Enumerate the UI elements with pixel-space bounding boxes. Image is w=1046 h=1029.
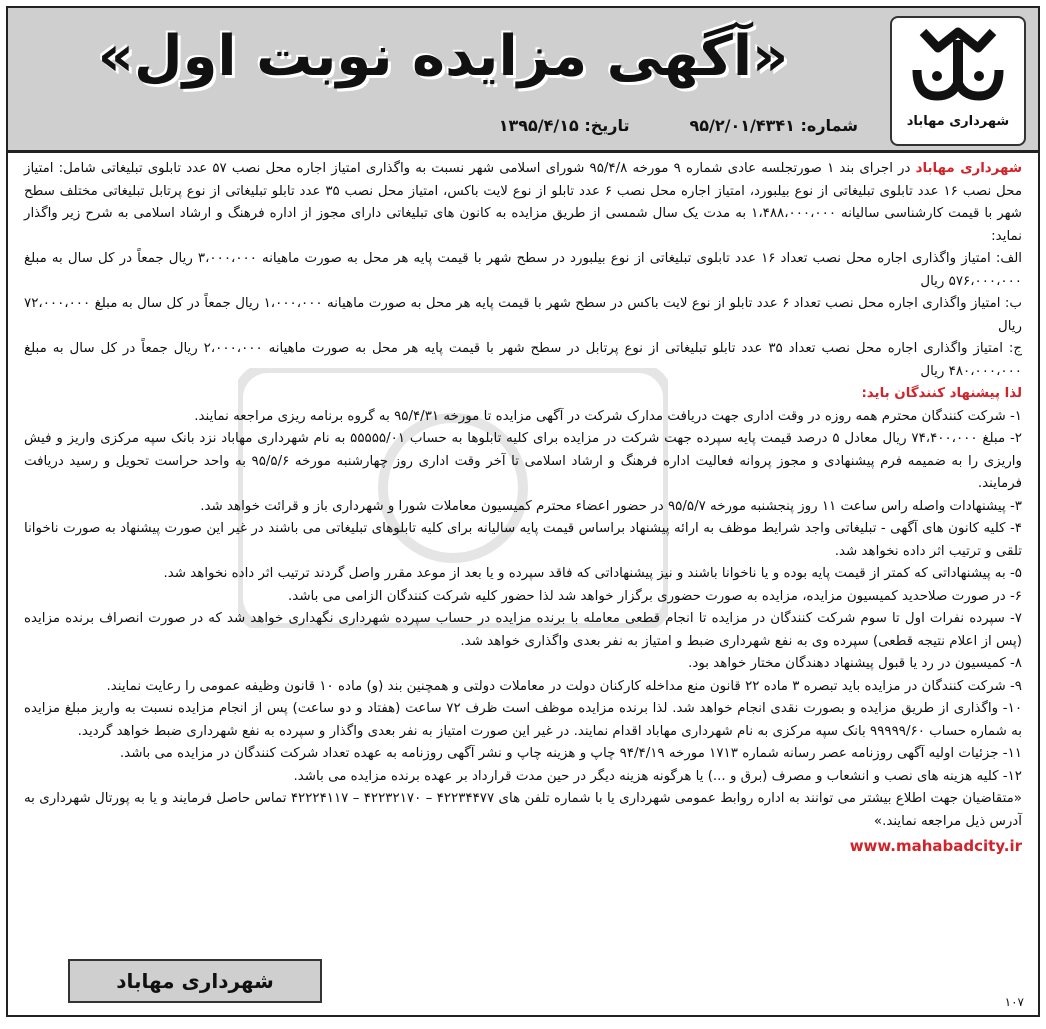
website-link[interactable]: www.mahabadcity.ir: [849, 837, 1022, 855]
org-name: شهرداری مهاباد: [915, 161, 1023, 176]
page-number: ۱۰۷: [1004, 995, 1024, 1009]
condition-item: ۱۰- واگذاری از طریق مزایده و بصورت نقدی انجام خواهد شد. لذا برنده مزایده موظف است ظرف ۷۲ ساعت (هفتاد و دو ساعت) پس از انجام مزایده نسبت به واریز مبلغ مزایده به شماره حساب ۹۹۹۹۹/۶۰ بانک سپه مرکزی به نام شهرداری مهاباد اقدام نمایند. در غیر این صورت امتیاز به نفر بعدی واگذار و سپرده به نفع شهرداری ضبط خواهد گردید.: [24, 701, 1023, 739]
condition-item: ۱۱- جزئیات اولیه آگهی روزنامه عصر رسانه شماره ۱۷۱۳ مورخه ۹۴/۴/۱۹ چاپ و هزینه چاپ و نشر آگهی روزنامه به عهده تعداد شرکت کنندگان در مزایده می باشد.: [119, 746, 1022, 761]
condition-item: ۱- شرکت کنندگان محترم همه روزه در وقت اداری جهت دریافت مدارک شرکت در آگهی مزایده تا مورخه ۹۵/۴/۳۱ به گروه برنامه ریزی مراجعه نمایند.: [194, 408, 1022, 424]
municipality-emblem-icon: [903, 26, 1013, 112]
notice-body: [24, 158, 1022, 858]
condition-item: ۴- کلیه کانون های آگهی - تبلیغاتی واجد شرایط موظف به ارائه پیشنهاد براساس قیمت پایه سالیانه برای کلیه تابلوهای تبلیغاتی می باشند در غیر این صورت پیشنهاد به صورت ناخوانا تلقی و ترتیب اثر داده نخواهد شد.: [24, 521, 1022, 559]
notice-title: «آگهی مزایده نوبت اول»: [97, 24, 789, 89]
item-paragraph: الف: امتیاز واگذاری اجاره محل نصب تعداد ۱۶ عدد تابلوی تبلیغاتی از نوع بیلبورد در سطح شهر با قیمت پایه هر محل به صورت ماهیانه ۳،۰۰۰،۰۰۰ ریال جمعاً در کل سال به مبلغ ۵۷۶،۰۰۰،۰۰۰ ریال: [24, 251, 1023, 289]
condition-item: ۳- پیشنهادات واصله راس ساعت ۱۱ روز پنجشنبه مورخه ۹۵/۵/۷ در حضور اعضاء محترم کمیسیون معاملات شورا و شهرداری باز و قرائت خواهد شد.: [200, 498, 1022, 514]
condition-item: ۲- مبلغ ۷۴،۴۰۰،۰۰۰ ریال معادل ۵ درصد قیمت پایه سپرده جهت شرکت در مزایده برای کلیه تابلوها به حساب ۵۵۵۵۵/۰۱ به نام شهرداری مهاباد نزد بانک سپه مرکزی واریز و فیش واریزی را به ضمیمه فرم پیشنهادی و مجوز پروانه فعالیت اداره فرهنگ و ارشاد اسلامی تا آخر وقت اداری روز چهارشنبه مورخه ۹۵/۵/۶ به واحد حراست تحویل و رسید دریافت فرمایند.: [24, 431, 1022, 491]
condition-item: ۸- کمیسیون در رد یا قبول پیشنهاد دهندگان مختار خواهد بود.: [688, 656, 1022, 671]
logo-caption: شهرداری مهاباد: [906, 114, 1010, 129]
item-paragraph: ب: امتیاز واگذاری اجاره محل نصب تعداد ۶ عدد تابلو از نوع لایت باکس در سطح شهر با قیمت پایه هر محل به صورت ماهیانه ۱،۰۰۰،۰۰۰ ریال جمعاً در کل سال به مبلغ ۷۲،۰۰۰،۰۰۰ ریال: [24, 296, 1022, 334]
signature-box: شهرداری مهاباد: [68, 959, 322, 1003]
intro-paragraph: [24, 158, 1022, 248]
notice-number: شماره: ۹۵/۲/۰۱/۴۳۴۱: [689, 116, 858, 135]
intro-text: در اجرای بند ۱ صورتجلسه عادی شماره ۹ مورخه ۹۵/۴/۸ شورای اسلامی شهر نسبت به واگذاری امتیاز اجاره محل نصب ۵۷ عدد تابلوی تبلیغاتی شامل: امتیاز محل نصب ۱۶ عدد تابلوی تبلیغاتی از نوع بیلبورد، امتیاز اجاره محل نصب ۶ عدد تابلو از نوع لایت باکس، امتیاز محل نصب ۳۵ عدد تابلو تبلیغاتی از نوع پرتابل تبلیغاتی مختلف سطح شهر با قیمت کارشناسی سالیانه ۱،۴۸۸،۰۰۰،۰۰۰ به مدت یک سال شمسی از طریق مزایده به کانون های تبلیغاتی دارای مجوز از اداره فرهنگ و ارشاد اسلامی به شرح زیر واگذار نماید:: [24, 161, 1023, 244]
condition-item: ۵- به پیشنهاداتی که کمتر از قیمت پایه بوده و یا ناخوانا باشند و نیز پیشنهاداتی که فاقد سپرده و یا بعد از موعد مقرر واصل گردند ترتیب اثر داده نخواهد شد.: [163, 566, 1022, 581]
condition-item: ۹- شرکت کنندگان در مزایده باید تبصره ۳ ماده ۲۲ قانون منع مداخله کارکنان دولت در معاملات دولتی و همچنین بند (و) ماده ۱۰ قانون وظیفه عمومی را رعایت نمایند.: [106, 678, 1022, 694]
condition-item: ۱۲- کلیه هزینه های نصب و انشعاب و مصرف (برق و ...) یا هرگونه هزینه دیگر در حین مدت قرارداد بر عهده برنده مزایده می باشد.: [293, 768, 1022, 784]
notice-header: [8, 8, 1038, 153]
contact-note: «متقاضیان جهت اطلاع بیشتر می توانند به اداره روابط عمومی شهرداری یا با شماره تلفن های ۴۲۲۳۴۴۷۷ – ۴۲۲۳۲۱۷۰ – ۴۲۲۲۴۱۱۷ تماس حاصل فرمایند و یا به پورتال شهرداری به آدرس ذیل مراجعه نمایند.»: [24, 791, 1022, 829]
municipality-logo: [890, 16, 1026, 146]
condition-item: ۷- سپرده نفرات اول تا سوم شرکت کنندگان در مزایده تا انجام قطعی معامله با برنده مزایده در حساب سپرده شهرداری نگهداری خواهد شد که در صورت انصراف برنده مزایده (پس از اعلام نتیجه قطعی) سپرده وی به نفع شهرداری ضبط و امتیاز به نفر بعدی واگذاری خواهد شد.: [24, 611, 1022, 649]
notice-meta: [28, 116, 858, 135]
condition-item: ۶- در صورت صلاحدید کمیسیون مزایده، مزایده به صورت حضوری برگزار خواهد شد لذا حضور کلیه شرکت کنندگان الزامی می باشد.: [288, 588, 1022, 604]
notice-date: تاریخ: ۱۳۹۵/۴/۱۵: [498, 116, 630, 135]
conditions-heading: لذا پیشنهاد کنندگان باید:: [861, 386, 1022, 401]
item-paragraph: ج: امتیاز واگذاری اجاره محل نصب تعداد ۳۵ عدد تابلو تبلیغاتی از نوع پرتابل در سطح شهر با قیمت پایه هر محل به صورت ماهیانه ۲،۰۰۰،۰۰۰ ریال جمعاً در کل سال به مبلغ ۴۸۰،۰۰۰،۰۰۰ ریال: [24, 341, 1023, 379]
notice-page: [6, 6, 1040, 1017]
